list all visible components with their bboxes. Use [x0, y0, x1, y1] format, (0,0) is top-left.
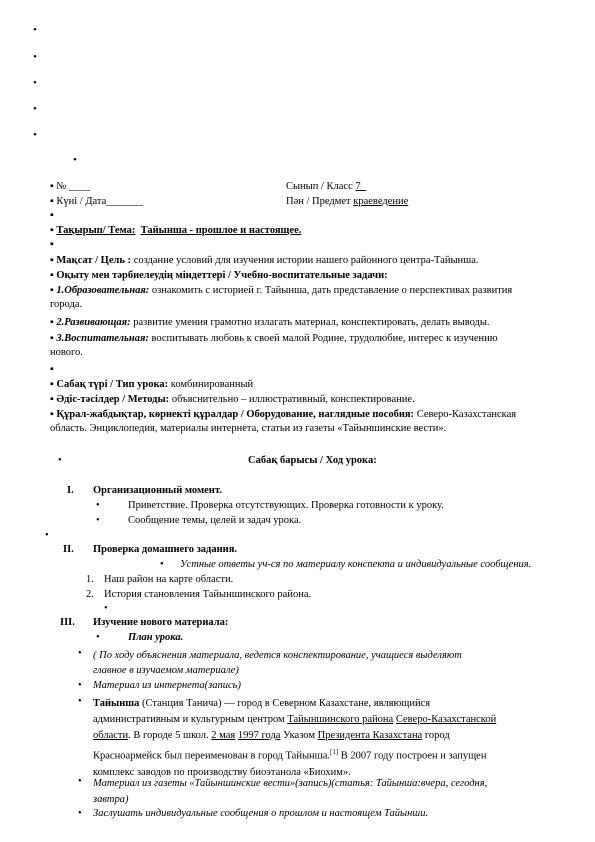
bullet: • [45, 530, 49, 541]
plan-note-text: ( По ходу объяснения материала, ведется конспектирование, учащиеся выделяют [93, 650, 462, 661]
tasks-heading: ▪ Оқыту мен тәрбиелеудің міндеттері / Учебно-воспитательные задачи: [50, 270, 388, 281]
subject-field [286, 196, 408, 207]
link-oblast[interactable]: области [93, 730, 129, 741]
plan-label: План урока. [128, 632, 184, 643]
p-line-3: . В городе 5 школ. [128, 730, 212, 741]
section-3-number: III. [60, 617, 75, 628]
lesson-type-value: комбинированный [168, 379, 254, 390]
methods-line: ▪ Әдіс-тәсілдер / Методы: объяснительно – иллюстративный, конспектирование. [50, 394, 415, 405]
equipment-text: Северо-Казахстанская [414, 409, 517, 420]
bullet-lesson: • [58, 455, 62, 466]
task-3-text-cont: нового. [50, 347, 83, 358]
section-3-title: Изучение нового материала: [93, 617, 229, 628]
methods-value: объяснительно – иллюстративный, конспектирование. [169, 394, 415, 405]
bullet-5: • [33, 129, 37, 141]
task-2-text: развитие умения грамотно излагать материал, конспектировать, делать выводы. [130, 317, 490, 328]
p-line-5: комплекс заводов по производству биоэтанола «Биохим». [93, 766, 351, 778]
lesson-heading: Сабақ барысы / Ход урока: [248, 455, 377, 466]
goal-label: Мақсат / Цель : [56, 255, 132, 266]
link-date[interactable]: 2 мая [211, 730, 236, 741]
hear-note: Заслушать индивидуальные сообщения о прошлом и настоящем Тайынши. [93, 808, 429, 819]
lesson-type-label: Сабақ түрі / Тип урока: [56, 379, 169, 390]
goal-value: создание условий для изучения истории нашего районного центра-Тайынша. [131, 255, 479, 266]
p-line-3b: Указом [280, 730, 318, 741]
plan-note-text-cont: главное в изучаемом материале) [93, 665, 239, 676]
methods-label: Әдіс-тәсілдер / Методы: [56, 394, 170, 405]
link-president[interactable]: Президента Казахстана [317, 730, 423, 741]
empty-bullet: ▪ [50, 239, 54, 250]
link-nko[interactable]: Северо-Казахстанской [395, 714, 497, 725]
subject-value: краеведение [353, 196, 409, 207]
section-2-list-item-2: История становления Тайыншинского района. [104, 589, 312, 600]
bullet: • [78, 680, 82, 691]
bullet-1: • [33, 24, 37, 36]
date-field: ▪ Күні / Дата_______ [50, 196, 143, 207]
class-label: Сынып / Класс [286, 181, 356, 192]
tasks-heading-text: Оқыту мен тәрбиелеудің міндеттері / Учебно-воспитательные задачи: [56, 270, 388, 281]
bullet: • [78, 776, 82, 787]
equipment-label: Құрал-жабдықтар, көрнекті құралдар / Оборудование, наглядные пособия: [56, 409, 415, 420]
section-1-title: Организационный момент. [93, 485, 222, 496]
equipment-text-cont: область. Энциклопедия, материалы интернета, статьи из газеты «Тайыншинские вести». [50, 423, 447, 434]
equipment-line: ▪ Құрал-жабдықтар, көрнекті құралдар / Оборудование, наглядные пособия: Северо-Казахстанская область. Энциклопедия, материалы интернета, статьи из газеты «Тайыншинские вести». [50, 409, 517, 434]
bullet-4: • [33, 103, 37, 115]
bullet-2: • [33, 51, 37, 63]
empty-bullet: ▪ [50, 364, 54, 375]
p-line-4b: В 2007 году построен и запущен [338, 750, 487, 762]
class-field [286, 181, 366, 192]
link-district[interactable]: Тайыншинского района [287, 714, 394, 725]
p-line-2: административным и культурным центром [93, 714, 288, 725]
section-2-oral: Устные ответы уч-ся по материалу конспекта и индивидуальные сообщения. [180, 559, 532, 570]
list-num-2: 2. [86, 589, 94, 600]
task-3: ▪ 3.Воспитательная: воспитывать любовь к своей малой Родине, трудолюбие, интерес к изучению нового. [50, 333, 498, 358]
task-3-label: 3.Воспитательная: [56, 333, 149, 344]
number-field: ▪ № ____ [50, 181, 91, 192]
subject-label: Пән / Предмет [286, 196, 354, 207]
number-label: № ____ [56, 181, 91, 192]
bullet-6: • [73, 154, 77, 166]
goal-line: ▪ Мақсат / Цель : создание условий для изучения истории нашего районного центра-Тайынша. [50, 255, 479, 266]
section-1-item-2: Сообщение темы, целей и задач урока. [128, 515, 302, 526]
task-2: ▪ 2.Развивающая: развитие умения грамотно излагать материал, конспектировать, делать выводы. [50, 317, 490, 328]
topic-line: ▪ Тақырып/ Тема: Тайынша - прошлое и настоящее. [50, 225, 302, 236]
section-2-number: II. [63, 544, 74, 555]
bullet: • [104, 603, 108, 614]
topic-value: Тайынша - прошлое и настоящее. [140, 225, 302, 236]
task-1-text: ознакомить с историей г. Тайынша, дать представление о перспективах развития [149, 285, 513, 296]
class-value: 7_ [355, 181, 366, 192]
section-2-title: Проверка домашнего задания. [93, 544, 238, 555]
bullet: • [96, 515, 100, 526]
task-1: ▪ 1.Образовательная: ознакомить с историей г. Тайынша, дать представление о перспективах развития города. [50, 285, 513, 310]
link-year[interactable]: 1997 года [237, 730, 281, 741]
p-line-4: Красноармейск был переименован в город Тайынша. [93, 750, 330, 762]
p-line-3c: город [422, 730, 450, 741]
task-1-text-cont: города. [50, 299, 83, 310]
bullet: • [78, 696, 82, 707]
task-3-text: воспитывать любовь к своей малой Родине, трудолюбие, интерес к изучению [148, 333, 498, 344]
bullet: • [96, 500, 100, 511]
lesson-type-line: ▪ Сабақ түрі / Тип урока: комбинированный [50, 379, 254, 390]
footnote-ref[interactable]: [1] [330, 748, 339, 756]
topic-label: Тақырып/ Тема: [56, 225, 136, 236]
empty-bullet: ▪ [50, 210, 54, 221]
date-label: Күні / Дата_______ [56, 196, 143, 207]
taiynsha-paragraph [93, 696, 565, 781]
internet-note: Материал из интернета(запись) [93, 680, 241, 691]
section-1-number: I. [67, 485, 74, 496]
list-num-1: 1. [86, 574, 94, 585]
bullet: • [96, 632, 100, 643]
task-1-label: 1.Образовательная: [56, 285, 150, 296]
bullet: • [160, 559, 164, 570]
task-2-label: 2.Развивающая: [56, 317, 131, 328]
taiynsha-bold: Тайынша [93, 698, 140, 709]
gazette-text: Материал из газеты «Тайыншинские вести»(запись)(статья: Тайынша:вчера, сегодня, [93, 778, 488, 789]
bullet-3: • [33, 77, 37, 89]
section-2-list-item-1: Наш район на карте области. [104, 574, 234, 585]
bullet: • [78, 808, 82, 819]
p-line-1: (Станция Танича) — город в Северном Казахстане, являющийся [139, 698, 431, 709]
gazette-text-cont: завтра) [93, 794, 129, 805]
section-1-item-1: Приветствие. Проверка отсутствующих. Проверка готовности к уроку. [128, 500, 444, 511]
gazette-note [93, 776, 565, 808]
bullet: • [78, 648, 82, 659]
plan-note [93, 648, 565, 678]
